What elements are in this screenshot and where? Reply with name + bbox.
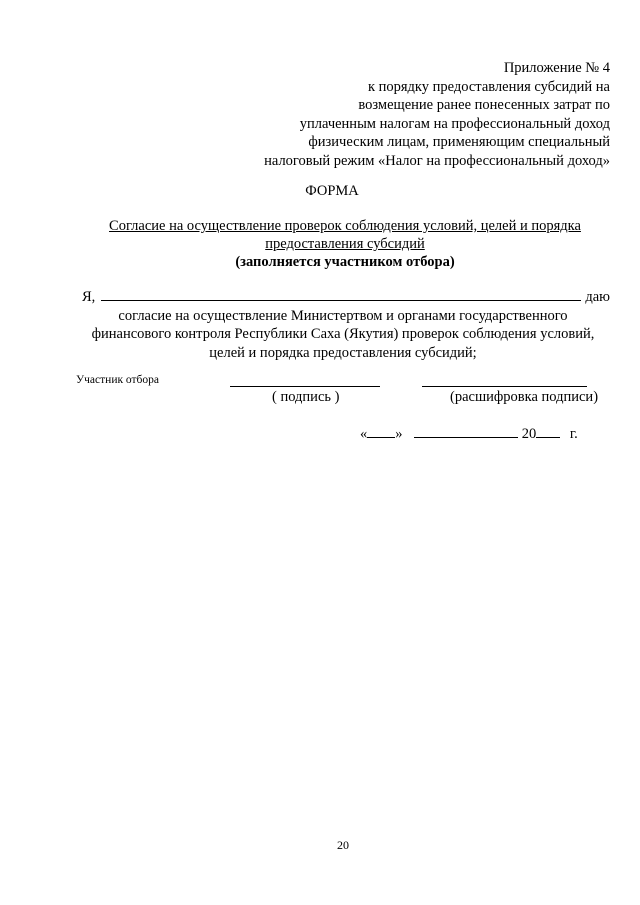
form-label: ФОРМА [305, 183, 359, 199]
consent-line: согласие на осуществление Министертвом и органами государственного [118, 307, 568, 324]
day-blank-field[interactable] [367, 425, 395, 438]
decoding-blank-field[interactable] [422, 386, 587, 387]
decoding-caption: (расшифровка подписи) [450, 389, 599, 405]
appendix-line: уплаченным налогам на профессиональный доход [299, 115, 610, 132]
consent-line: целей и порядка предоставления субсидий; [209, 344, 477, 361]
name-blank-field[interactable] [101, 286, 581, 301]
signature-blank-field[interactable] [230, 386, 380, 387]
date-close-quote: » [395, 426, 403, 442]
title-line-2: предоставления субсидий [265, 236, 425, 252]
appendix-line: Приложение № 4 [503, 60, 610, 76]
document-title [80, 217, 610, 271]
month-blank-field[interactable] [414, 425, 518, 438]
year-suffix: г. [569, 426, 578, 442]
title-note: (заполняется участником отбора) [235, 254, 455, 270]
title-line-1: Согласие на осуществление проверок соблюдения условий, целей и порядка [109, 218, 581, 234]
consent-paragraph [76, 286, 610, 362]
year-blank-field[interactable] [536, 425, 560, 438]
appendix-header [230, 59, 610, 171]
appendix-line: к порядку предоставления субсидий на [367, 78, 610, 95]
appendix-line: налоговый режим «Налог на профессиональный доход» [264, 152, 610, 169]
signature-caption: ( подпись ) [272, 389, 340, 405]
appendix-line: физическим лицам, применяющим специальный [308, 134, 610, 151]
consent-first-line [76, 286, 610, 307]
participant-label: Участник отбора [76, 374, 160, 386]
consent-suffix: даю [585, 289, 610, 305]
appendix-line: возмещение ранее понесенных затрат по [358, 97, 610, 114]
signature-row [76, 374, 610, 414]
year-prefix: 20 [521, 426, 537, 442]
date-open-quote: « [360, 426, 368, 442]
consent-prefix: Я, [82, 289, 96, 305]
page-number: 20 [337, 838, 349, 852]
consent-line: финансового контроля Республики Саха (Якутия) проверок соблюдения условий, [91, 326, 595, 343]
date-row [360, 425, 578, 443]
